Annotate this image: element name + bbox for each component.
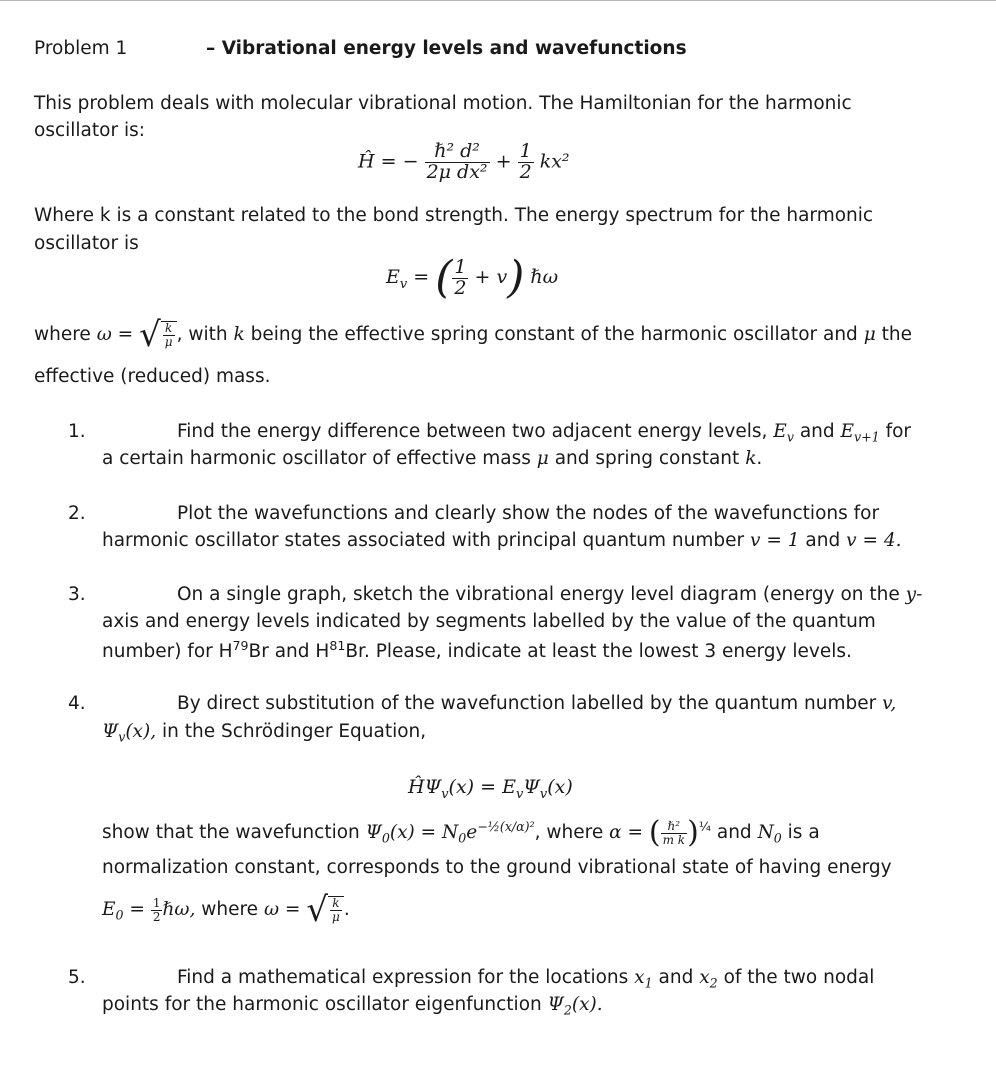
intro-line-1: This problem deals with molecular vibrational motion. The Hamiltonian for the harmonic (34, 93, 852, 114)
item-5-number: 5. (68, 967, 86, 988)
intro-line-6: effective (reduced) mass. (34, 366, 271, 387)
energy-half-num: 1 (454, 255, 467, 278)
where-rest-3: the (881, 324, 912, 345)
energy-half-fraction (452, 255, 468, 299)
item-4-line-1: By direct substitution of the wavefunction labelled by the quantum number v, (177, 693, 897, 714)
kinetic-numerator: ℏ² d² (425, 142, 490, 163)
schrodinger-equation: $Ĥ\Psi_v(x) = E_v\Psi_v(x)$ (408, 776, 573, 802)
energy-half-den: 2 (454, 276, 467, 299)
hamiltonian-kinetic-fraction (425, 142, 490, 183)
where-rest-1: , with (176, 324, 228, 345)
hamiltonian-equation (358, 142, 570, 183)
kinetic-denominator: 2μ dx² (426, 160, 488, 183)
omega-sqrt: √ $\frac{k}{\mu}$ (139, 318, 176, 352)
item-1-line-1: Find the energy difference between two adjacent energy levels, $E_v$ and $E_{v+1}$ for (177, 421, 912, 445)
intro-line-4: oscillator is (34, 233, 139, 254)
item-3-line-3: number) for $H^{79}Br$ and $H^{81}Br$. Please, indicate at least the lowest 3 energy levels. (102, 638, 852, 663)
right-paren: ) (507, 252, 525, 303)
intro-line-3: Where k is a constant related to the bond strength. The energy spectrum for the harmonic (34, 205, 874, 226)
intro-line-2: oscillator is: (34, 120, 145, 141)
where-rest-2: being the effective spring constant of the harmonic oscillator and (250, 324, 858, 345)
sqrt-num: k (163, 322, 175, 336)
omega-sqrt-2: √ $\frac{k}{\mu}$ (306, 893, 343, 927)
item-4-line-3: show that the wavefunction $\Psi_0(x) = N_0e^{-\frac{1}{2}(x/\alpha)^2}$, where α = ( $\frac{\text{ℏ²}}{\text{m k}}$ )$^{\frac{1}{4}}$ and $N_0$ is a (102, 815, 820, 850)
item-5-line-1: Find a mathematical expression for the locations $x_1$ and $x_2$ of the two nodal (177, 967, 875, 991)
left-paren: ( (435, 252, 453, 303)
where-k: k (233, 324, 245, 345)
item-2-number: 2. (68, 503, 86, 524)
hamiltonian-plus: + (495, 150, 512, 173)
energy-equation (386, 252, 559, 303)
item-3-number: 3. (68, 584, 86, 605)
item-4-number: 4. (68, 693, 86, 714)
where-word: where (34, 324, 91, 345)
hamiltonian-equals: = − (380, 150, 419, 173)
item-2-line-1: Plot the wavefunctions and clearly show the nodes of the wavefunctions for (177, 503, 880, 524)
hamiltonian-potential: kx² (539, 150, 570, 173)
item-4-line-5: $E_0$ = $\frac{1}{2}$ ℏω, where ω = √ $\frac{k}{\mu}$ . (102, 890, 350, 930)
item-1-number: 1. (68, 421, 86, 442)
energy-equals: = (413, 266, 430, 288)
half-denominator: 2 (519, 160, 532, 183)
energy-plus-v: + v (474, 266, 508, 288)
top-divider (0, 0, 996, 1)
item-3-line-1: On a single graph, sketch the vibrational energy level diagram (energy on the y- (177, 584, 923, 605)
item-3-line-2: axis and energy levels indicated by segments labelled by the value of the quantum (102, 611, 876, 632)
alpha-fraction: $\frac{\text{ℏ²}}{\text{m k}}$ (662, 818, 686, 847)
item-1-line-2: a certain harmonic oscillator of effective mass μ and spring constant k. (102, 448, 763, 469)
item-4-line-4: normalization constant, corresponds to the ground vibrational state of having energy (102, 857, 892, 878)
where-mu: μ (863, 324, 876, 345)
energy-hbar-omega: ℏω (530, 266, 559, 288)
energy-lhs: $E_v$ (386, 266, 408, 292)
item-4-line-2: $\Psi_v(x)$, in the Schrödinger Equation, (102, 721, 427, 745)
hamiltonian-half-fraction (518, 142, 534, 183)
omega-equals: ω = (96, 324, 134, 345)
problem-label: Problem 1 (34, 38, 128, 59)
half-numerator: 1 (519, 140, 532, 162)
item-2-line-2: harmonic oscillator states associated with principal quantum number v = 1 and v = 4. (102, 530, 902, 551)
problem-title: – Vibrational energy levels and wavefunctions (206, 38, 687, 59)
hamiltonian-lhs: Ĥ (358, 150, 375, 173)
where-omega-line (34, 315, 912, 355)
sqrt-den: μ (164, 334, 173, 349)
item-5-line-2: points for the harmonic oscillator eigenfunction $\Psi_2(x)$. (102, 994, 603, 1018)
